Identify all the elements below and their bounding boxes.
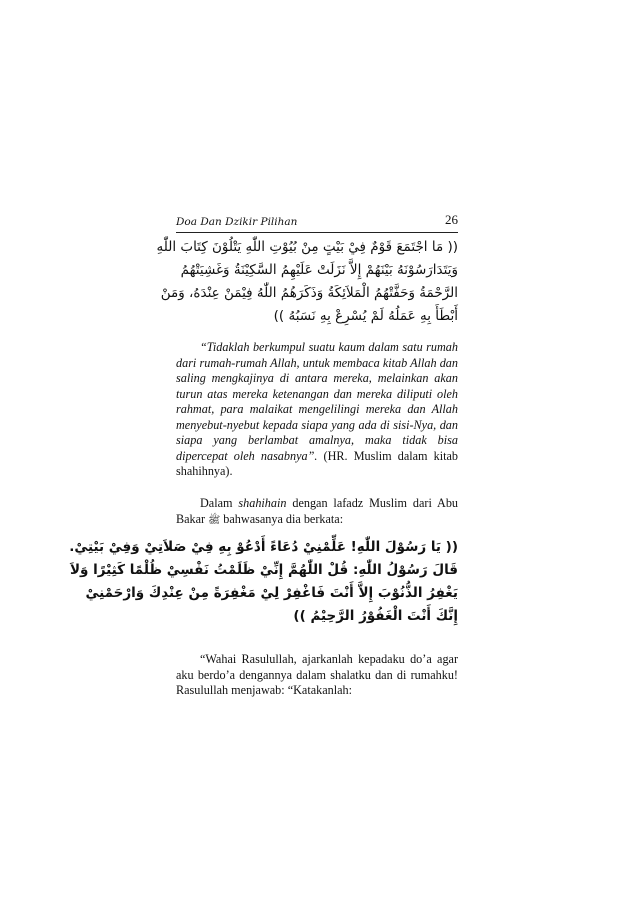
translation-text: “Wahai Rasulullah, ajarkanlah kepadaku do’a agar aku berdo’a dengannya dalam shalatku dan di rumahku! Rasulullah menjawab: “Katakanlah: [176, 652, 458, 697]
hadith-1-arabic [156, 236, 458, 328]
book-page [69, 0, 459, 903]
intro-text-1: Dalam [200, 496, 233, 510]
intro-text-2: dengan lafadz Muslim dari Abu Bakar [176, 496, 459, 526]
hadith-2-arabic [69, 536, 458, 628]
page-header [176, 208, 458, 233]
arabic-line: الرَّحْمَةُ وَحَفَّتْهُمُ الْمَلاَئِكَةُ وَذَكَرَهُمُ اللّٰهُ فِيْمَنْ عِنْدَهُ، وَمَنْ [160, 285, 458, 301]
arabic-line: قَالَ رَسُوْلُ اللّٰهِ: قُلْ اللّٰهُمَّ إِنِّيْ ظَلَمْتُ نَفْسِيْ ظُلْمًا كَثِيْرًا وَلاَ [69, 562, 458, 578]
arabic-line: (( مَا اجْتَمَعَ قَوْمٌ فِيْ بَيْتٍ مِنْ بُيُوْتِ اللّٰهِ يَتْلُوْنَ كِتَابَ اللّٰهِ [156, 239, 458, 255]
arabic-line: (( يَا رَسُوْلَ اللّٰهِ! عَلِّمْنِيْ دُعَاءً أَدْعُوْ بِهِ فِيْ صَلاَتِيْ وَفِيْ بَيْتِيْ. [69, 539, 458, 555]
arabic-line: يَغْفِرُ الذُّنُوْبَ إِلاَّ أَنْتَ فَاغْفِرْ لِيْ مَغْفِرَةً مِنْ عِنْدِكَ وَارْحَمْنِيْ [85, 585, 458, 601]
arabic-line: وَيَتَدَارَسُوْنَهُ بَيْنَهُمْ إِلاَّ نَزَلَتْ عَلَيْهِمُ السَّكِيْنَةُ وَغَشِيَتْهُمُ [180, 262, 458, 278]
hadith-source: (HR. Muslim dalam kitab shahihnya). [176, 448, 458, 478]
arabic-line: إِنَّكَ أَنْتَ الْغَفُوْرُ الرَّحِيْمُ )) [293, 608, 458, 624]
hadith-2-translation [176, 652, 458, 699]
arabic-line: أَبْطَأَ بِهِ عَمَلُهُ لَمْ يُسْرِعْ بِهِ نَسَبُهُ )) [273, 308, 458, 324]
hadith-1-translation [176, 340, 458, 480]
honorific-glyph: ﷺ [208, 514, 221, 526]
shahihain-term: shahihain [238, 496, 287, 510]
running-title: Doa Dan Dzikir Pilihan [176, 216, 298, 228]
page-number: 26 [445, 212, 458, 227]
intro-text-3: bahwasanya dia berkata: [223, 511, 344, 526]
intro-paragraph [176, 496, 458, 528]
translation-text: “Tidaklah berkumpul suatu kaum dalam satu rumah dari rumah-rumah Allah, untuk membaca kitab Allah dan saling mengkajinya di antara mereka, melainkan akan turun atas mereka ketenangan dan mereka diliputi oleh rahmat, para malaikat mengelilingi mereka dan Allah menyebut-nyebut kepada siapa yang ada di sisi-Nya, dan siapa yang berlambat amalnya, maka tidak bisa dipercepat oleh nasabnya”. [176, 340, 458, 463]
